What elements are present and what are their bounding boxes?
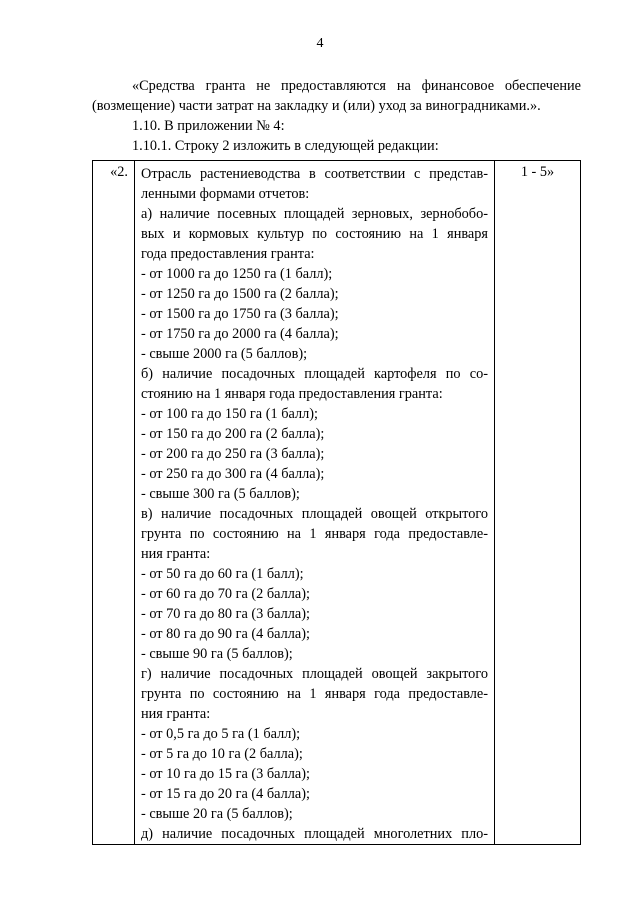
criteria-line: грунта по состоянию на 1 января года предоставле- (141, 686, 488, 702)
criteria-line: ния гранта: (141, 546, 211, 562)
criteria-line: ленными формами отчетов: (141, 186, 310, 202)
criteria-line: а) наличие посевных площадей зерновых, зернобобо- (141, 206, 488, 222)
intro-paragraph-1 (92, 76, 581, 116)
criteria-line: - от 200 га до 250 га (3 балла); (141, 446, 325, 462)
row-number-cell: «2. (93, 161, 135, 845)
criteria-line: - от 15 га до 20 га (4 балла); (141, 786, 311, 802)
criteria-line: - от 70 га до 80 га (3 балла); (141, 606, 311, 622)
criteria-line: - свыше 90 га (5 баллов); (141, 646, 293, 662)
criteria-line: - от 5 га до 10 га (2 балла); (141, 746, 303, 762)
criteria-line: - свыше 300 га (5 баллов); (141, 486, 300, 502)
criteria-line: б) наличие посадочных площадей картофеля по со- (141, 366, 488, 382)
criteria-line: грунта по состоянию на 1 января года предоставле- (141, 526, 488, 542)
criteria-table (92, 160, 581, 845)
criteria-line: - от 150 га до 200 га (2 балла); (141, 426, 325, 442)
intro-paragraph-3: 1.10.1. Строку 2 изложить в следующей редакции: (132, 138, 439, 154)
criteria-line: - от 1000 га до 1250 га (1 балл); (141, 266, 333, 282)
criteria-line: Отрасль растениеводства в соответствии с представ- (141, 166, 488, 182)
criteria-line: - от 10 га до 15 га (3 балла); (141, 766, 311, 782)
intro-paragraph-1-line-2: (возмещение) части затрат на закладку и (или) уход за виноградниками.». (92, 98, 541, 114)
criteria-line: - от 60 га до 70 га (2 балла); (141, 586, 311, 602)
criteria-text-cell (135, 161, 495, 845)
criteria-line: - свыше 2000 га (5 баллов); (141, 346, 308, 362)
criteria-line: в) наличие посадочных площадей овощей открытого (141, 506, 488, 522)
score-cell: 1 - 5» (495, 161, 581, 845)
intro-paragraph-1-line-1: «Средства гранта не предоставляются на финансовое обеспечение (132, 78, 581, 94)
criteria-line: - от 50 га до 60 га (1 балл); (141, 566, 304, 582)
criteria-line: - от 100 га до 150 га (1 балл); (141, 406, 318, 422)
page-number: 4 (316, 36, 324, 51)
criteria-line: - от 1750 га до 2000 га (4 балла); (141, 326, 339, 342)
criteria-line: - от 80 га до 90 га (4 балла); (141, 626, 311, 642)
criteria-line: года предоставления гранта: (141, 246, 315, 262)
intro-paragraph-2: 1.10. В приложении № 4: (132, 118, 285, 134)
criteria-line: - от 1500 га до 1750 га (3 балла); (141, 306, 339, 322)
criteria-line: д) наличие посадочных площадей многолетних пло- (141, 826, 488, 842)
criteria-line: - от 0,5 га до 5 га (1 балл); (141, 726, 301, 742)
criteria-line: стоянию на 1 января года предоставления гранта: (141, 386, 443, 402)
criteria-line: ния гранта: (141, 706, 211, 722)
criteria-line: - от 250 га до 300 га (4 балла); (141, 466, 325, 482)
criteria-line: вых и кормовых культур по состоянию на 1 января (141, 226, 488, 242)
criteria-line: г) наличие посадочных площадей овощей закрытого (141, 666, 488, 682)
criteria-line: - от 1250 га до 1500 га (2 балла); (141, 286, 339, 302)
criteria-line: - свыше 20 га (5 баллов); (141, 806, 293, 822)
table-row (93, 161, 581, 845)
